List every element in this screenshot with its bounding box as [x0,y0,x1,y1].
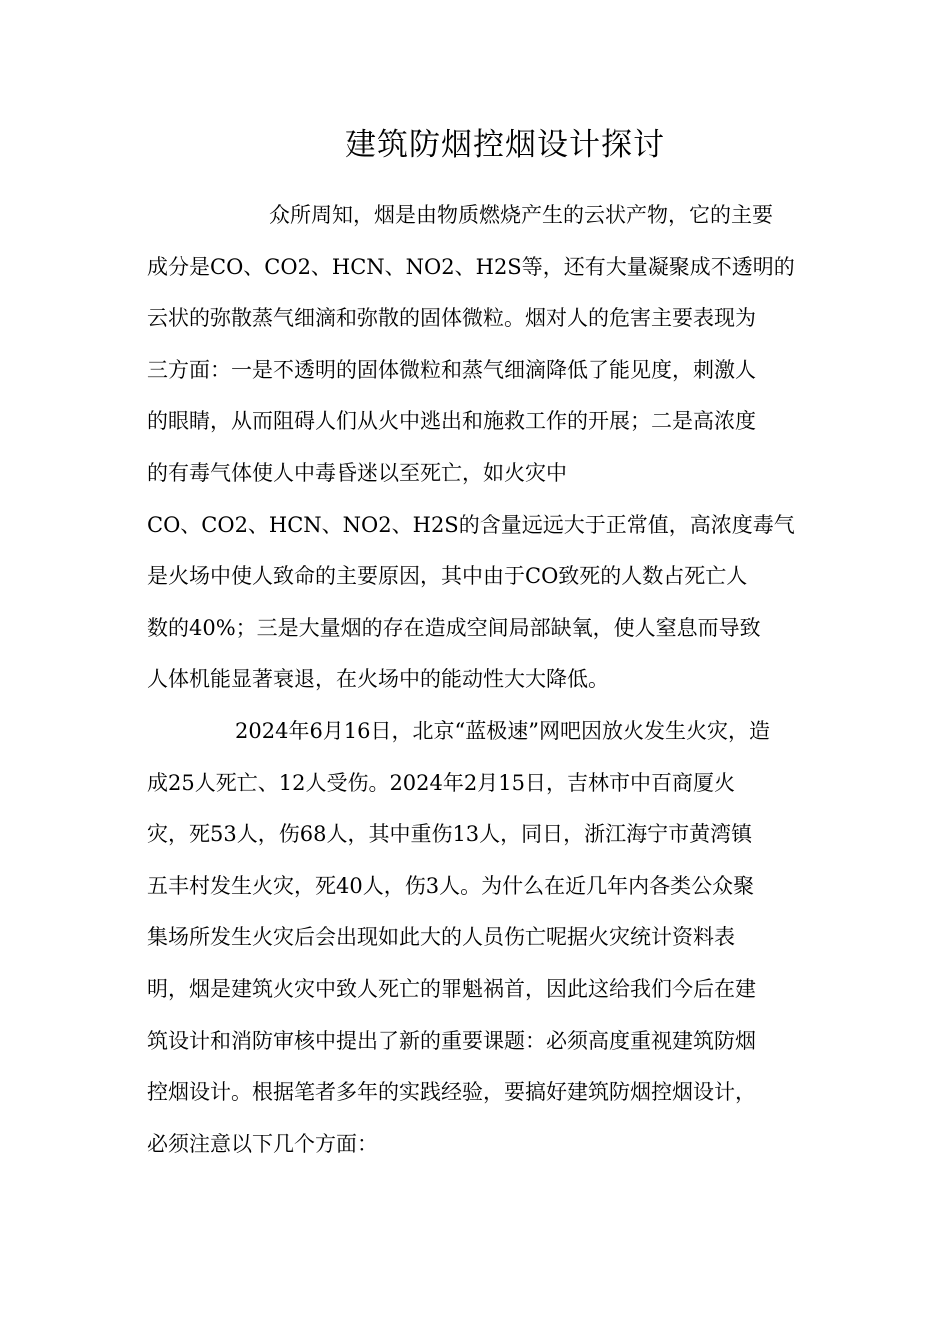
paragraph-2-line: 成25人死亡、12人受伤。2024年2月15日，吉林市中百商厦火 [147,770,735,795]
paragraph-1-line: 的眼睛，从而阻碍人们从火中逃出和施救工作的开展；二是高浓度 [147,409,756,434]
document-body [147,190,807,1170]
paragraph-1-line: 云状的弥散蒸气细滴和弥散的固体微粒。烟对人的危害主要表现为 [147,306,756,331]
paragraph-1-line: 人体机能显著衰退，在火场中的能动性大大降低。 [147,667,609,692]
paragraph-2-line: 五丰村发生火灾，死40人，伤3人。为什么在近几年内各类公众聚 [147,873,755,898]
paragraph-2 [147,706,807,1170]
paragraph-1 [147,190,807,706]
paragraph-1-line: 三方面：一是不透明的固体微粒和蒸气细滴降低了能见度，刺激人 [147,357,756,382]
paragraph-1-line: CO、CO2、HCN、NO2、H2S的含量远远大于正常值，高浓度毒气 [147,512,795,537]
paragraph-1-line: 众所周知，烟是由物质燃烧产生的云状产物，它的主要 [269,203,773,227]
paragraph-1-line: 成分是CO、CO2、HCN、NO2、H2S等，还有大量凝聚成不透明的 [147,254,795,279]
paragraph-2-line: 集场所发生火灾后会出现如此大的人员伤亡呢据火灾统计资料表 [147,925,735,950]
paragraph-1-line: 是火场中使人致命的主要原因，其中由于CO致死的人数占死亡人 [147,564,748,589]
paragraph-2-line: 必须注意以下几个方面： [147,1131,378,1156]
paragraph-2-line: 明，烟是建筑火灾中致人死亡的罪魁祸首，因此这给我们今后在建 [147,976,756,1001]
document-title: 建筑防烟控烟设计探讨 [345,127,665,163]
paragraph-2-line: 2024年6月16日，北京“蓝极速”网吧因放火发生火灾，造 [235,718,770,743]
paragraph-1-line: 数的40%；三是大量烟的存在造成空间局部缺氧，使人窒息而导致 [147,615,761,640]
paragraph-2-line: 控烟设计。根据笔者多年的实践经验，要搞好建筑防烟控烟设计， [147,1080,756,1105]
paragraph-2-line: 灾，死53人，伤68人，其中重伤13人，同日，浙江海宁市黄湾镇 [147,822,753,847]
paragraph-1-line: 的有毒气体使人中毒昏迷以至死亡，如火灾中 [147,460,567,485]
paragraph-2-line: 筑设计和消防审核中提出了新的重要课题：必须高度重视建筑防烟 [147,1028,756,1053]
